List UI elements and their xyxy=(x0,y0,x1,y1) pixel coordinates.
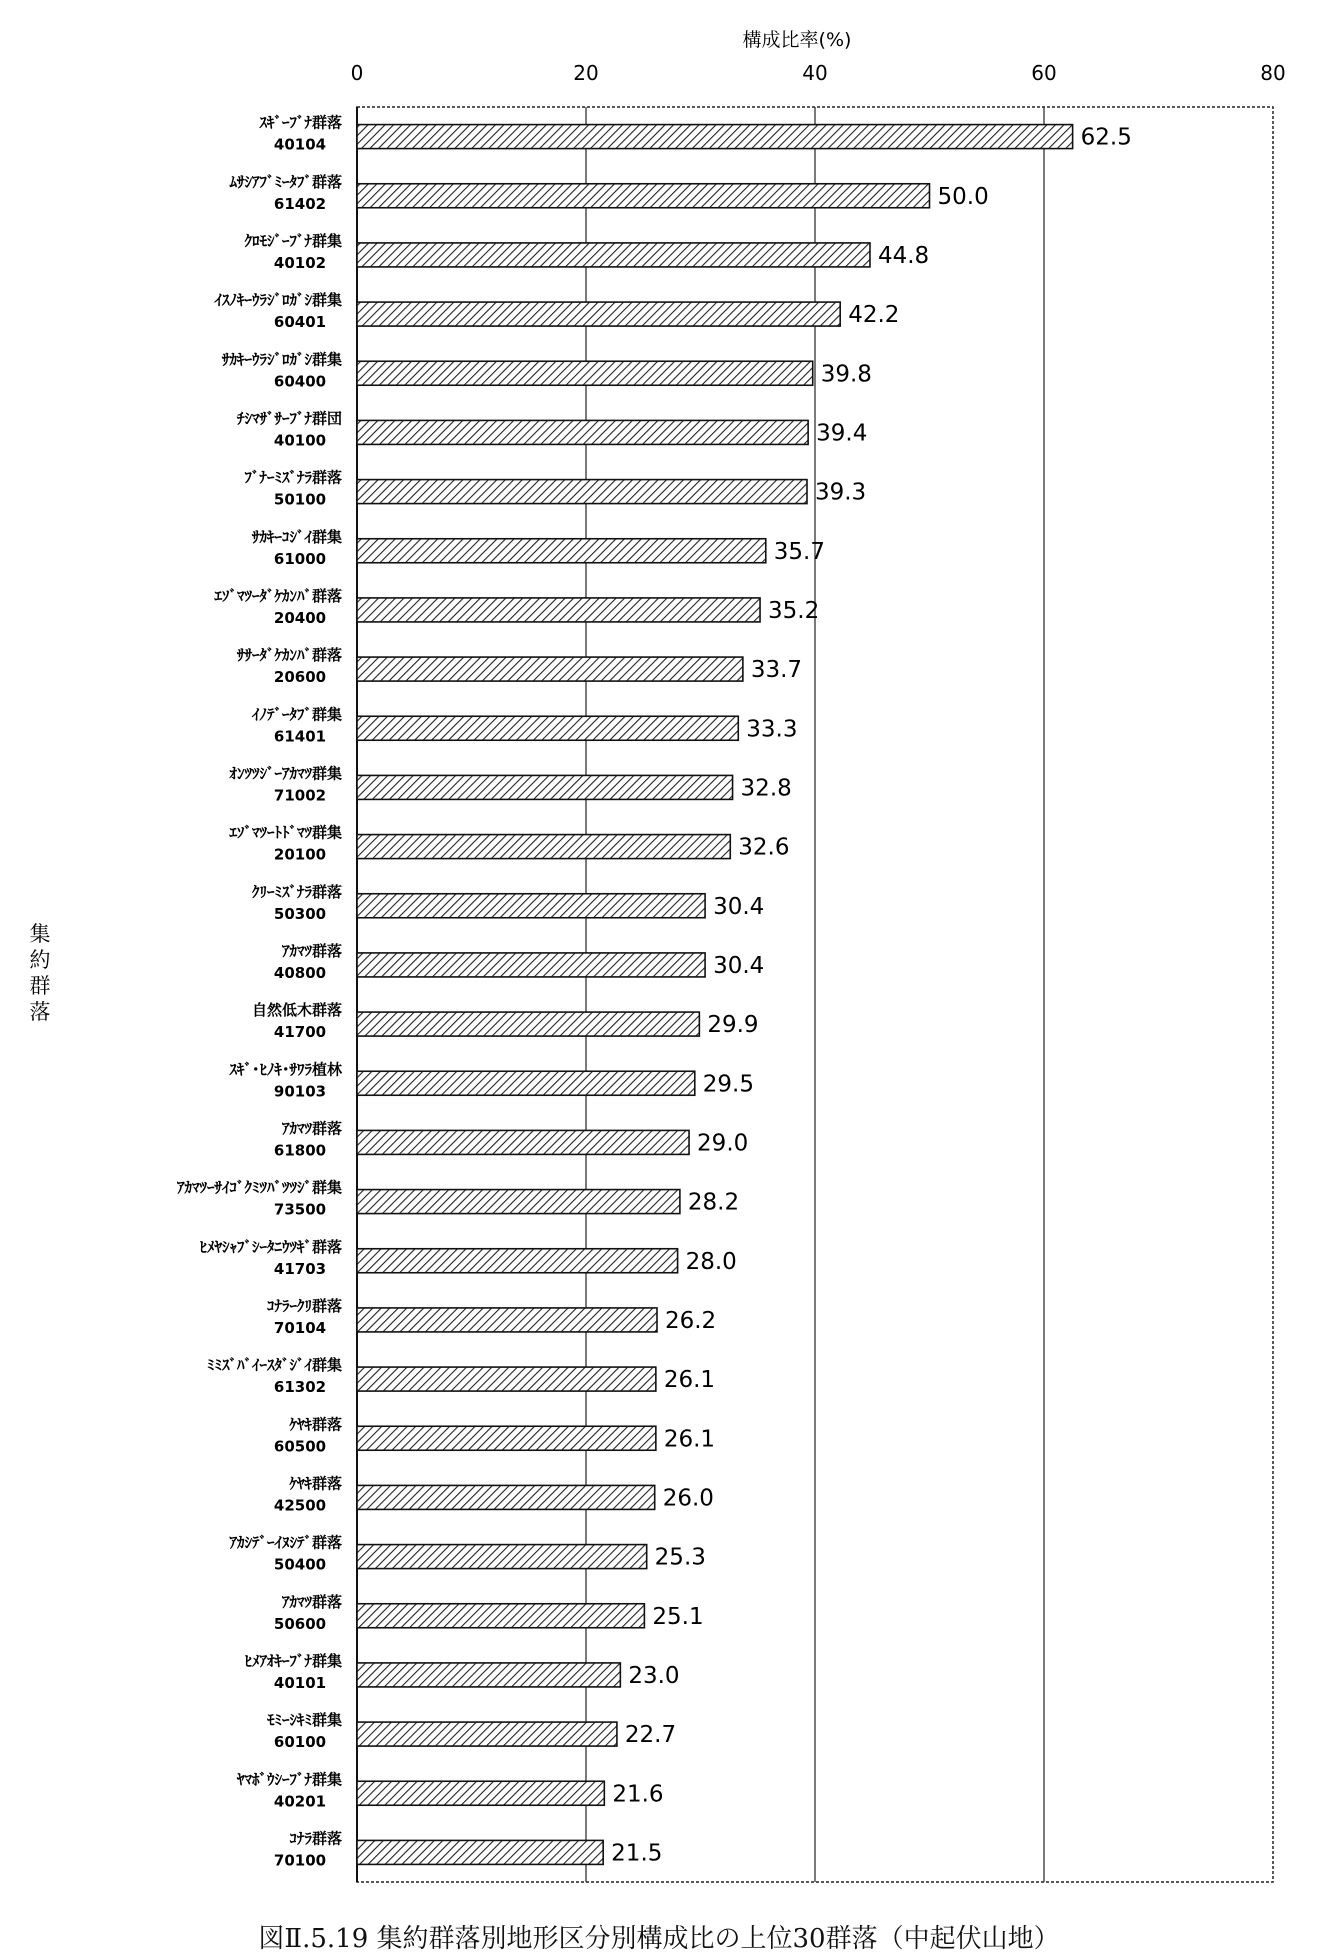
bar-29 xyxy=(357,1781,604,1805)
category-code-24: 42500 xyxy=(273,1496,327,1515)
value-label-23: 26.1 xyxy=(663,1426,716,1453)
value-label-25: 25.3 xyxy=(654,1544,706,1571)
bar-20 xyxy=(357,1249,678,1273)
category-code-3: 40102 xyxy=(273,253,327,272)
category-name-15: ｱｶﾏﾂ群落 xyxy=(281,941,342,960)
bar-6 xyxy=(357,420,808,444)
value-label-4: 42.2 xyxy=(848,302,900,329)
value-label-5: 39.8 xyxy=(820,361,872,388)
bar-13 xyxy=(357,835,730,859)
category-code-9: 20400 xyxy=(273,608,327,627)
category-name-18: ｱｶﾏﾂ群落 xyxy=(281,1119,342,1138)
category-code-27: 40101 xyxy=(273,1673,327,1692)
value-label-20: 28.0 xyxy=(685,1248,737,1275)
bar-30 xyxy=(357,1840,603,1864)
bar-9 xyxy=(357,598,760,622)
category-code-30: 70100 xyxy=(273,1851,327,1870)
category-labels xyxy=(176,114,343,1870)
category-code-20: 41703 xyxy=(273,1259,327,1278)
category-code-14: 50300 xyxy=(273,904,327,923)
bar-23 xyxy=(357,1426,656,1450)
bar-4 xyxy=(357,302,840,326)
bar-3 xyxy=(357,243,870,267)
category-code-21: 70104 xyxy=(273,1318,327,1337)
category-name-25: ｱｶｼﾃﾞｰｲﾇｼﾃﾞ群落 xyxy=(229,1533,342,1552)
y-axis-title-char-2: 約 xyxy=(29,948,51,972)
category-name-3: ｸﾛﾓｼﾞｰﾌﾞﾅ群集 xyxy=(244,231,342,250)
value-label-10: 33.7 xyxy=(750,657,803,684)
value-label-1: 62.5 xyxy=(1080,124,1132,151)
x-axis-ticks xyxy=(351,61,1286,85)
bar-21 xyxy=(357,1308,657,1332)
x-tick-label-40: 40 xyxy=(802,61,828,85)
category-code-1: 40104 xyxy=(273,135,327,154)
value-label-13: 32.6 xyxy=(738,834,790,861)
category-code-11: 61401 xyxy=(273,727,327,746)
category-name-23: ｹﾔｷ群落 xyxy=(289,1415,342,1434)
value-label-19: 28.2 xyxy=(687,1189,740,1216)
bar-18 xyxy=(357,1130,689,1154)
bar-25 xyxy=(357,1545,647,1569)
value-label-6: 39.4 xyxy=(816,420,868,447)
bar-15 xyxy=(357,953,705,977)
category-name-6: ﾁｼﾏｻﾞｻｰﾌﾞﾅ群団 xyxy=(236,409,342,428)
category-code-28: 60100 xyxy=(273,1733,327,1752)
value-label-8: 35.7 xyxy=(773,538,825,565)
category-name-9: ｴｿﾞﾏﾂｰﾀﾞｹｶﾝﾊﾞ群落 xyxy=(214,586,342,605)
category-code-25: 50400 xyxy=(273,1555,327,1574)
value-label-17: 29.5 xyxy=(702,1071,754,1098)
bar-19 xyxy=(357,1190,680,1214)
category-name-13: ｴｿﾞﾏﾂｰﾄﾄﾞﾏﾂ群集 xyxy=(229,823,342,842)
value-label-30: 21.5 xyxy=(611,1840,663,1867)
value-label-2: 50.0 xyxy=(937,183,989,210)
figure-caption: 図Ⅱ.5.19 集約群落別地形区分別構成比の上位30群落（中起伏山地） xyxy=(258,1924,1060,1954)
category-name-10: ｻｻｰﾀﾞｹｶﾝﾊﾞ群落 xyxy=(236,646,342,665)
value-label-15: 30.4 xyxy=(713,952,765,979)
category-code-13: 20100 xyxy=(273,845,327,864)
bar-5 xyxy=(357,361,813,385)
category-code-12: 71002 xyxy=(273,786,327,805)
bars xyxy=(357,125,1073,1865)
category-name-27: ﾋﾒｱｵｷｰﾌﾞﾅ群集 xyxy=(244,1651,342,1670)
bar-12 xyxy=(357,775,733,799)
x-tick-label-0: 0 xyxy=(350,61,364,85)
category-code-17: 90103 xyxy=(273,1082,327,1101)
category-code-10: 20600 xyxy=(273,668,327,687)
category-code-5: 60400 xyxy=(273,372,327,391)
category-name-24: ｹﾔｷ群落 xyxy=(289,1474,342,1493)
bar-22 xyxy=(357,1367,656,1391)
category-code-2: 61402 xyxy=(273,194,327,213)
y-axis-title-char-3: 群 xyxy=(29,974,51,998)
bar-7 xyxy=(357,480,807,504)
y-axis-title-char-1: 集 xyxy=(29,922,51,946)
category-code-22: 61302 xyxy=(273,1378,327,1397)
category-name-12: ｵﾝﾂﾂｼﾞｰｱｶﾏﾂ群集 xyxy=(229,764,342,783)
value-label-18: 29.0 xyxy=(697,1130,749,1157)
value-label-22: 26.1 xyxy=(663,1367,716,1394)
category-code-15: 40800 xyxy=(273,963,327,982)
category-name-2: ﾑｻｼｱﾌﾞﾐｰﾀﾌﾞ群落 xyxy=(229,172,342,191)
x-tick-label-80: 80 xyxy=(1260,61,1286,85)
bar-17 xyxy=(357,1071,695,1095)
bar-2 xyxy=(357,184,930,208)
category-code-16: 41700 xyxy=(273,1023,327,1042)
category-name-21: ｺﾅﾗｰｸﾘ群落 xyxy=(266,1296,342,1315)
bar-8 xyxy=(357,539,766,563)
x-tick-label-20: 20 xyxy=(573,61,599,85)
value-label-21: 26.2 xyxy=(664,1307,717,1334)
x-axis-title: 構成比率(%) xyxy=(742,29,852,51)
x-tick-label-60: 60 xyxy=(1031,61,1057,85)
category-name-20: ﾋﾒﾔｼｬﾌﾞｼｰﾀﾆｳﾂｷﾞ群落 xyxy=(199,1237,342,1256)
y-axis-title-char-4: 落 xyxy=(29,1000,51,1024)
category-code-29: 40201 xyxy=(273,1792,327,1811)
category-name-5: ｻｶｷｰｳﾗｼﾞﾛｶﾞｼ群集 xyxy=(221,350,342,369)
bar-16 xyxy=(357,1012,699,1036)
bar-26 xyxy=(357,1604,644,1628)
category-name-28: ﾓﾐｰｼｷﾐ群集 xyxy=(266,1711,342,1730)
category-name-8: ｻｶｷｰｺｼﾞｲ群集 xyxy=(251,527,342,546)
value-label-29: 21.6 xyxy=(612,1781,664,1808)
value-label-7: 39.3 xyxy=(814,479,867,506)
y-axis-title xyxy=(30,922,51,1024)
value-label-12: 32.8 xyxy=(740,775,792,802)
value-label-26: 25.1 xyxy=(652,1603,704,1630)
bar-27 xyxy=(357,1663,620,1687)
category-code-6: 40100 xyxy=(273,431,327,450)
category-name-1: ｽｷﾞｰﾌﾞﾅ群落 xyxy=(259,113,342,132)
bar-14 xyxy=(357,894,705,918)
value-label-3: 44.8 xyxy=(877,242,930,269)
category-name-29: ﾔﾏﾎﾞｳｼｰﾌﾞﾅ群集 xyxy=(236,1770,342,1789)
category-code-4: 60401 xyxy=(273,313,327,332)
value-label-24: 26.0 xyxy=(662,1485,714,1512)
category-code-19: 73500 xyxy=(273,1200,327,1219)
category-code-23: 60500 xyxy=(273,1437,327,1456)
category-name-26: ｱｶﾏﾂ群落 xyxy=(281,1592,342,1611)
value-label-9: 35.2 xyxy=(768,597,820,624)
bar-24 xyxy=(357,1485,655,1509)
category-code-8: 61000 xyxy=(273,549,327,568)
category-code-26: 50600 xyxy=(273,1614,327,1633)
category-name-30: ｺﾅﾗ群落 xyxy=(289,1829,342,1848)
value-label-27: 23.0 xyxy=(628,1662,680,1689)
value-label-28: 22.7 xyxy=(624,1722,677,1749)
bar-10 xyxy=(357,657,743,681)
category-name-17: ｽｷﾞ･ﾋﾉｷ･ｻﾜﾗ植林 xyxy=(229,1060,342,1079)
bar-1 xyxy=(357,125,1073,149)
category-name-16: 自然低木群落 xyxy=(251,1001,342,1020)
bar-28 xyxy=(357,1722,617,1746)
category-name-11: ｲﾉﾃﾞｰﾀﾌﾞ群集 xyxy=(251,705,342,724)
value-label-11: 33.3 xyxy=(746,716,798,743)
category-name-19: ｱｶﾏﾂｰｻｲｺﾞｸﾐﾂﾊﾞﾂﾂｼﾞ群集 xyxy=(176,1178,342,1197)
category-name-22: ﾐﾐｽﾞﾊﾞｲｰｽﾀﾞｼﾞｲ群集 xyxy=(206,1356,342,1375)
category-name-14: ｸﾘｰﾐｽﾞﾅﾗ群落 xyxy=(251,882,342,901)
value-label-14: 30.4 xyxy=(713,893,765,920)
value-label-16: 29.9 xyxy=(707,1012,759,1039)
category-name-4: ｲｽﾉｷｰｳﾗｼﾞﾛｶﾞｼ群集 xyxy=(214,291,342,310)
category-code-18: 61800 xyxy=(273,1141,327,1160)
category-code-7: 50100 xyxy=(273,490,327,509)
bar-11 xyxy=(357,716,738,740)
category-name-7: ﾌﾞﾅｰﾐｽﾞﾅﾗ群落 xyxy=(244,468,342,487)
